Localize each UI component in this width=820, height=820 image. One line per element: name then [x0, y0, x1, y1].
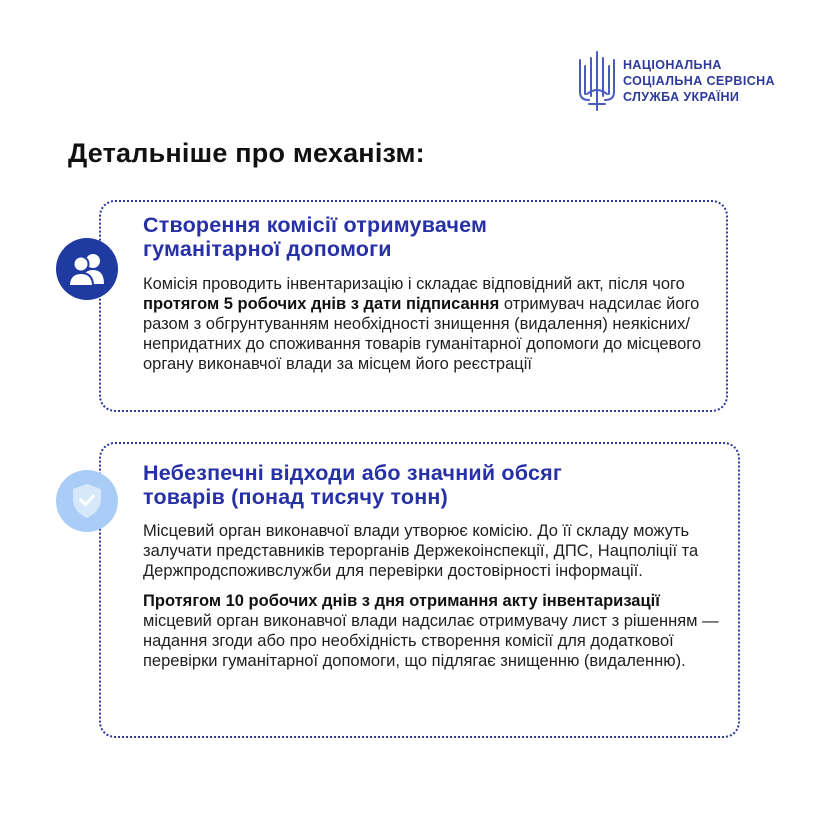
card-body-text: Комісія проводить інвентаризацію і складає відповідний акт, після чого: [143, 275, 685, 293]
card-body-highlight: Протягом 10 робочих днів з дня отримання акту інвентаризації: [143, 592, 660, 610]
org-name-line2: СОЦІАЛЬНА СЕРВІСНА: [623, 74, 775, 88]
org-name: [623, 57, 775, 105]
card-title: Створення комісії отримувачем гуманітарної допомоги: [143, 213, 488, 261]
card-paragraph: Місцевий орган виконавчої влади утворює комісію. До її складу можуть залучати представників терорганів Держекоінспекції, ДПС, Нацполіції та Держпродспоживслужби для перевірки достовірності інформації.: [143, 522, 699, 580]
info-card-commission: [99, 200, 728, 412]
org-logo: [577, 50, 775, 112]
card-body: [143, 274, 723, 374]
card-paragraph: [143, 591, 733, 671]
shield-check-icon: [56, 470, 118, 532]
org-name-line1: НАЦІОНАЛЬНА: [623, 58, 722, 72]
people-icon: [56, 238, 118, 300]
card-body-highlight: протягом 5 робочих днів з дати підписання: [143, 295, 500, 313]
card-body-text: місцевий орган виконавчої влади надсилає отримувачу лист з рішенням — надання згоди або про необхідність створення комісії для додаткової перевірки гуманітарної допомоги, що підлягає знищенню (видаленню).: [143, 612, 719, 670]
page-title: Детальніше про механізм:: [68, 138, 425, 168]
card-title: Небезпечні відходи або значний обсяг товарів (понад тисячу тонн): [143, 461, 562, 509]
nssu-trident-logo-icon: [577, 50, 617, 112]
info-card-hazardous-waste: [99, 442, 740, 738]
card-body: [143, 521, 733, 671]
org-name-line3: СЛУЖБА УКРАЇНИ: [623, 90, 740, 104]
card-body-text: отримувач надсилає його разом з обгрунтуванням необхідності знищення (видалення) неякісних/непридатних до споживання товарів гуманітарної допомоги до місцевого органу виконавчої влади за місцем його реєстрації: [143, 295, 702, 373]
